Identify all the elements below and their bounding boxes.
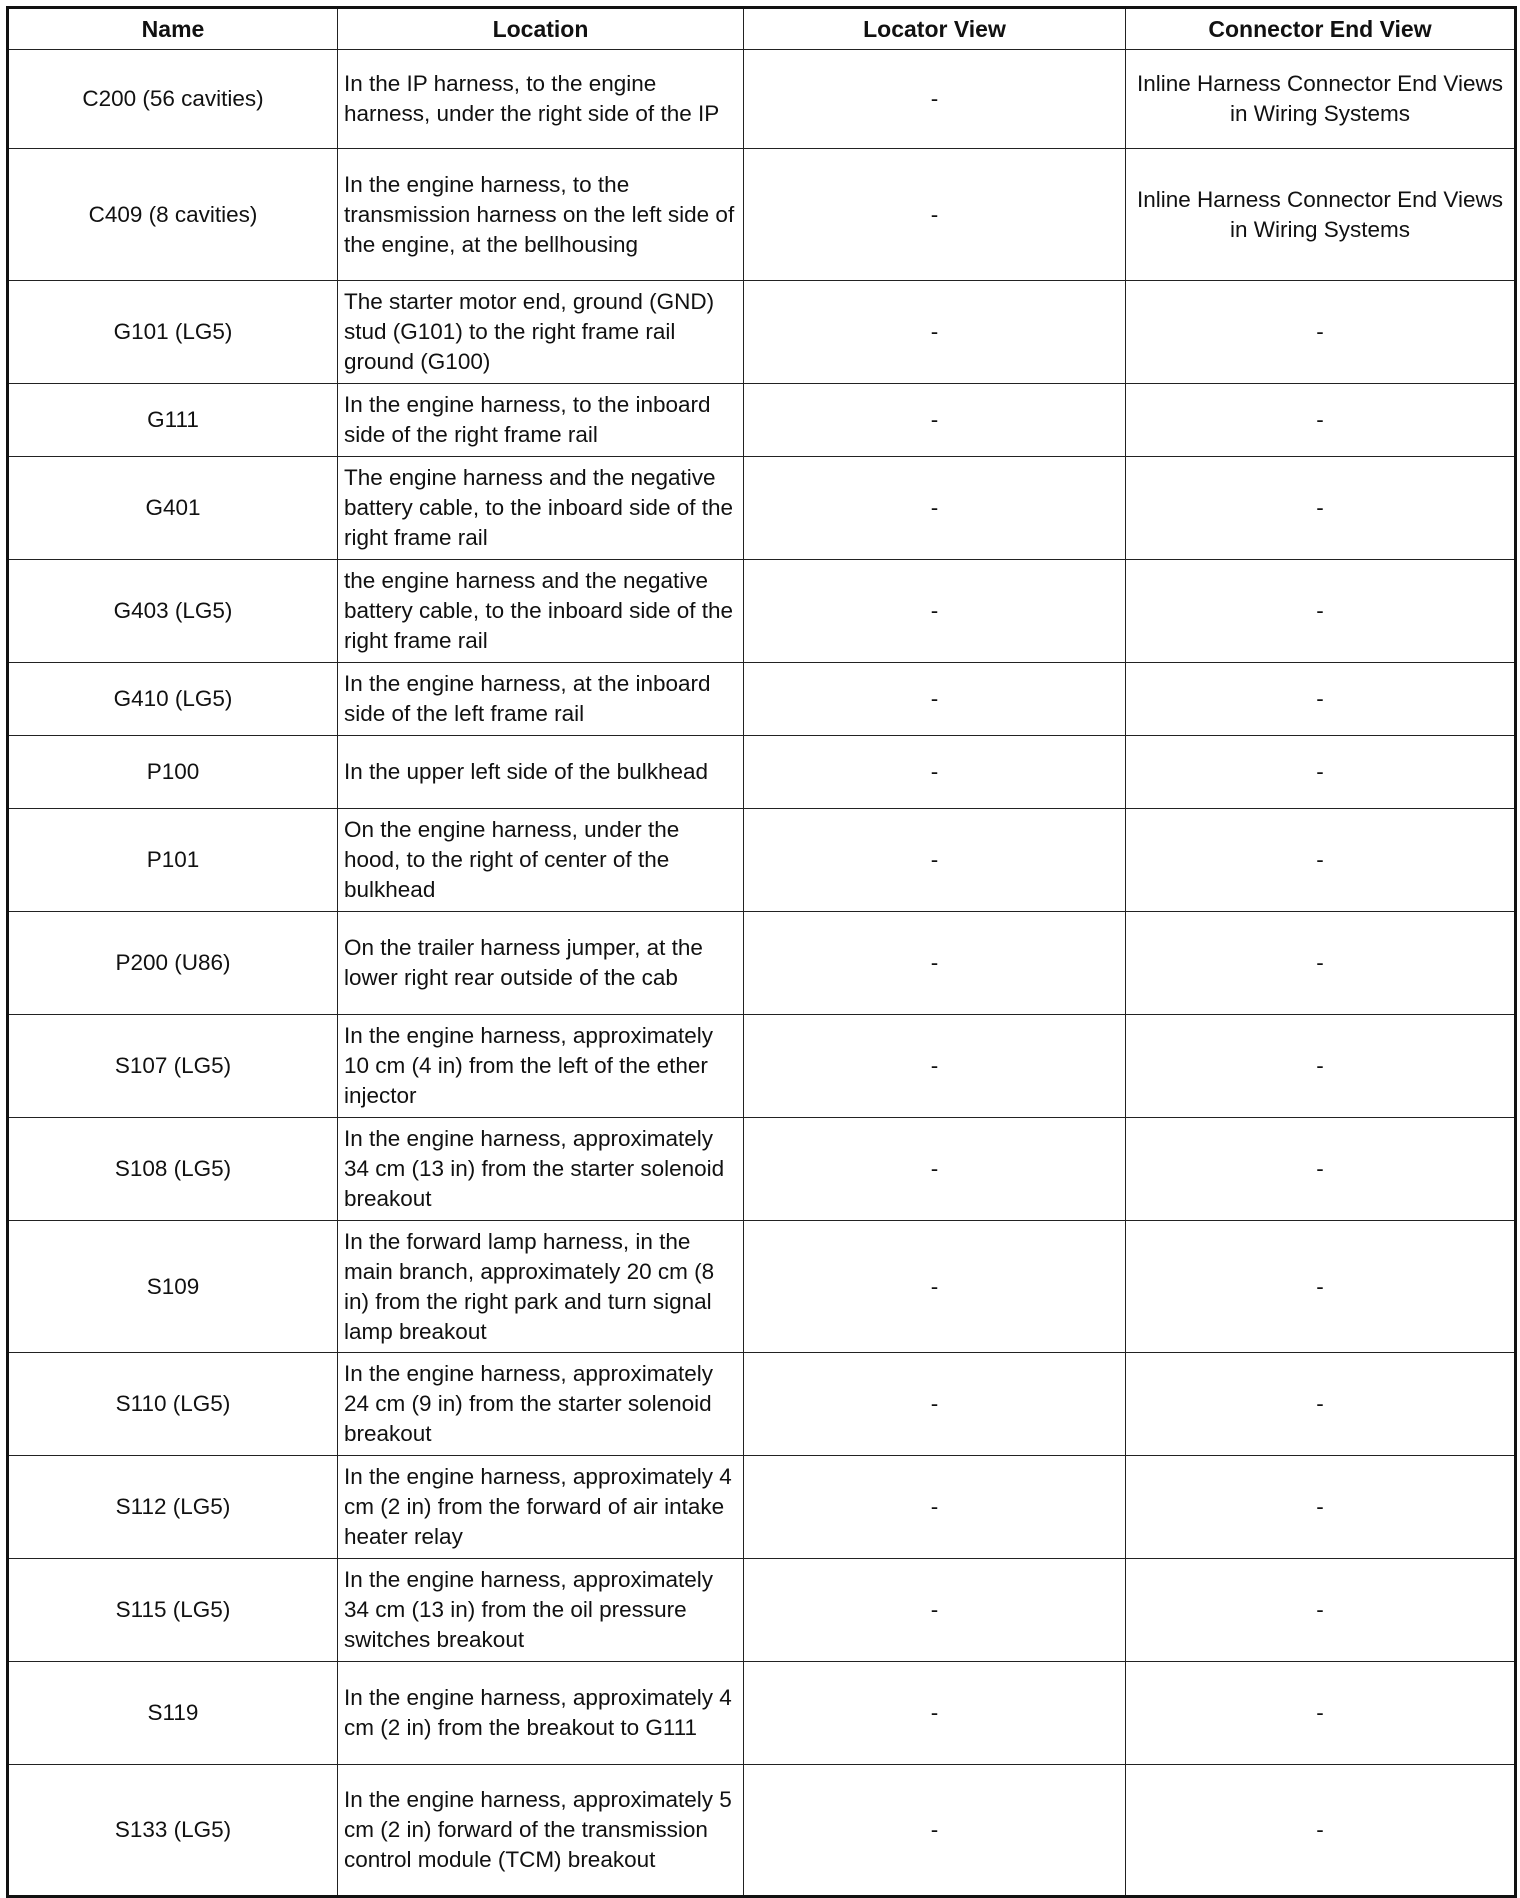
cell-name: S115 (LG5) [8,1559,338,1662]
table-row [8,457,1516,560]
cell-locator-view: - [744,560,1126,663]
cell-locator-view: - [744,809,1126,912]
cell-locator-view: - [744,1118,1126,1221]
cell-connector-end-view: - [1126,560,1516,663]
table-row [8,1662,1516,1765]
cell-connector-end-view: - [1126,1456,1516,1559]
cell-name: S107 (LG5) [8,1015,338,1118]
cell-name: G403 (LG5) [8,560,338,663]
cell-connector-end-view: - [1126,1353,1516,1456]
cell-name: G410 (LG5) [8,663,338,736]
cell-name: G111 [8,384,338,457]
table-row [8,1765,1516,1897]
table-row [8,560,1516,663]
cell-location: In the engine harness, approximately 34 cm (13 in) from the oil pressure switches breakout [338,1559,744,1662]
cell-location: In the engine harness, to the transmission harness on the left side of the engine, at the bellhousing [338,149,744,281]
cell-connector-end-view: - [1126,1015,1516,1118]
cell-locator-view: - [744,50,1126,149]
cell-locator-view: - [744,663,1126,736]
cell-location: The engine harness and the negative battery cable, to the inboard side of the right frame rail [338,457,744,560]
cell-name: G401 [8,457,338,560]
table-row [8,1015,1516,1118]
cell-locator-view: - [744,1662,1126,1765]
table-row [8,50,1516,149]
cell-connector-end-view: - [1126,1221,1516,1353]
cell-location: In the engine harness, approximately 10 cm (4 in) from the left of the ether injector [338,1015,744,1118]
table-row [8,1353,1516,1456]
table-row [8,1221,1516,1353]
cell-location: In the upper left side of the bulkhead [338,736,744,809]
cell-locator-view: - [744,1456,1126,1559]
column-header-connector-end-view: Connector End View [1126,8,1516,50]
cell-name: S110 (LG5) [8,1353,338,1456]
cell-location: In the forward lamp harness, in the main branch, approximately 20 cm (8 in) from the right park and turn signal lamp breakout [338,1221,744,1353]
table-row [8,281,1516,384]
table-row [8,1118,1516,1221]
cell-location: On the trailer harness jumper, at the lower right rear outside of the cab [338,912,744,1015]
cell-name: S133 (LG5) [8,1765,338,1897]
cell-name: G101 (LG5) [8,281,338,384]
cell-locator-view: - [744,1353,1126,1456]
cell-location: In the engine harness, approximately 24 cm (9 in) from the starter solenoid breakout [338,1353,744,1456]
cell-location: In the engine harness, approximately 34 cm (13 in) from the starter solenoid breakout [338,1118,744,1221]
column-header-locator-view: Locator View [744,8,1126,50]
cell-connector-end-view: - [1126,736,1516,809]
cell-location: In the engine harness, approximately 4 cm (2 in) from the breakout to G111 [338,1662,744,1765]
cell-connector-end-view: - [1126,457,1516,560]
cell-location: In the engine harness, at the inboard side of the left frame rail [338,663,744,736]
cell-connector-end-view: - [1126,1118,1516,1221]
table-row [8,809,1516,912]
cell-locator-view: - [744,1559,1126,1662]
cell-name: P200 (U86) [8,912,338,1015]
connector-location-table [6,6,1517,1898]
cell-connector-end-view: - [1126,912,1516,1015]
cell-name: P100 [8,736,338,809]
table-row [8,1456,1516,1559]
cell-connector-end-view: - [1126,281,1516,384]
cell-location: The starter motor end, ground (GND) stud (G101) to the right frame rail ground (G100) [338,281,744,384]
table-row [8,912,1516,1015]
cell-location: In the engine harness, approximately 4 cm (2 in) from the forward of air intake heater relay [338,1456,744,1559]
cell-name: S112 (LG5) [8,1456,338,1559]
cell-location: In the engine harness, approximately 5 cm (2 in) forward of the transmission control module (TCM) breakout [338,1765,744,1897]
cell-locator-view: - [744,281,1126,384]
cell-locator-view: - [744,912,1126,1015]
cell-connector-end-view: - [1126,1765,1516,1897]
column-header-location: Location [338,8,744,50]
cell-connector-end-view: Inline Harness Connector End Views in Wiring Systems [1126,149,1516,281]
cell-connector-end-view: - [1126,1559,1516,1662]
cell-name: S109 [8,1221,338,1353]
cell-name: P101 [8,809,338,912]
cell-name: C409 (8 cavities) [8,149,338,281]
cell-location: On the engine harness, under the hood, to the right of center of the bulkhead [338,809,744,912]
table-row [8,663,1516,736]
cell-location: the engine harness and the negative battery cable, to the inboard side of the right frame rail [338,560,744,663]
cell-locator-view: - [744,457,1126,560]
cell-connector-end-view: - [1126,384,1516,457]
table-row [8,149,1516,281]
cell-name: S119 [8,1662,338,1765]
cell-locator-view: - [744,1765,1126,1897]
cell-locator-view: - [744,149,1126,281]
cell-name: C200 (56 cavities) [8,50,338,149]
cell-name: S108 (LG5) [8,1118,338,1221]
cell-location: In the IP harness, to the engine harness, under the right side of the IP [338,50,744,149]
cell-connector-end-view: - [1126,809,1516,912]
cell-locator-view: - [744,1221,1126,1353]
cell-locator-view: - [744,384,1126,457]
cell-connector-end-view: - [1126,1662,1516,1765]
table-row [8,736,1516,809]
header-row [8,8,1516,50]
column-header-name: Name [8,8,338,50]
cell-connector-end-view: - [1126,663,1516,736]
cell-locator-view: - [744,1015,1126,1118]
cell-location: In the engine harness, to the inboard side of the right frame rail [338,384,744,457]
table-row [8,384,1516,457]
table-row [8,1559,1516,1662]
cell-connector-end-view: Inline Harness Connector End Views in Wiring Systems [1126,50,1516,149]
cell-locator-view: - [744,736,1126,809]
